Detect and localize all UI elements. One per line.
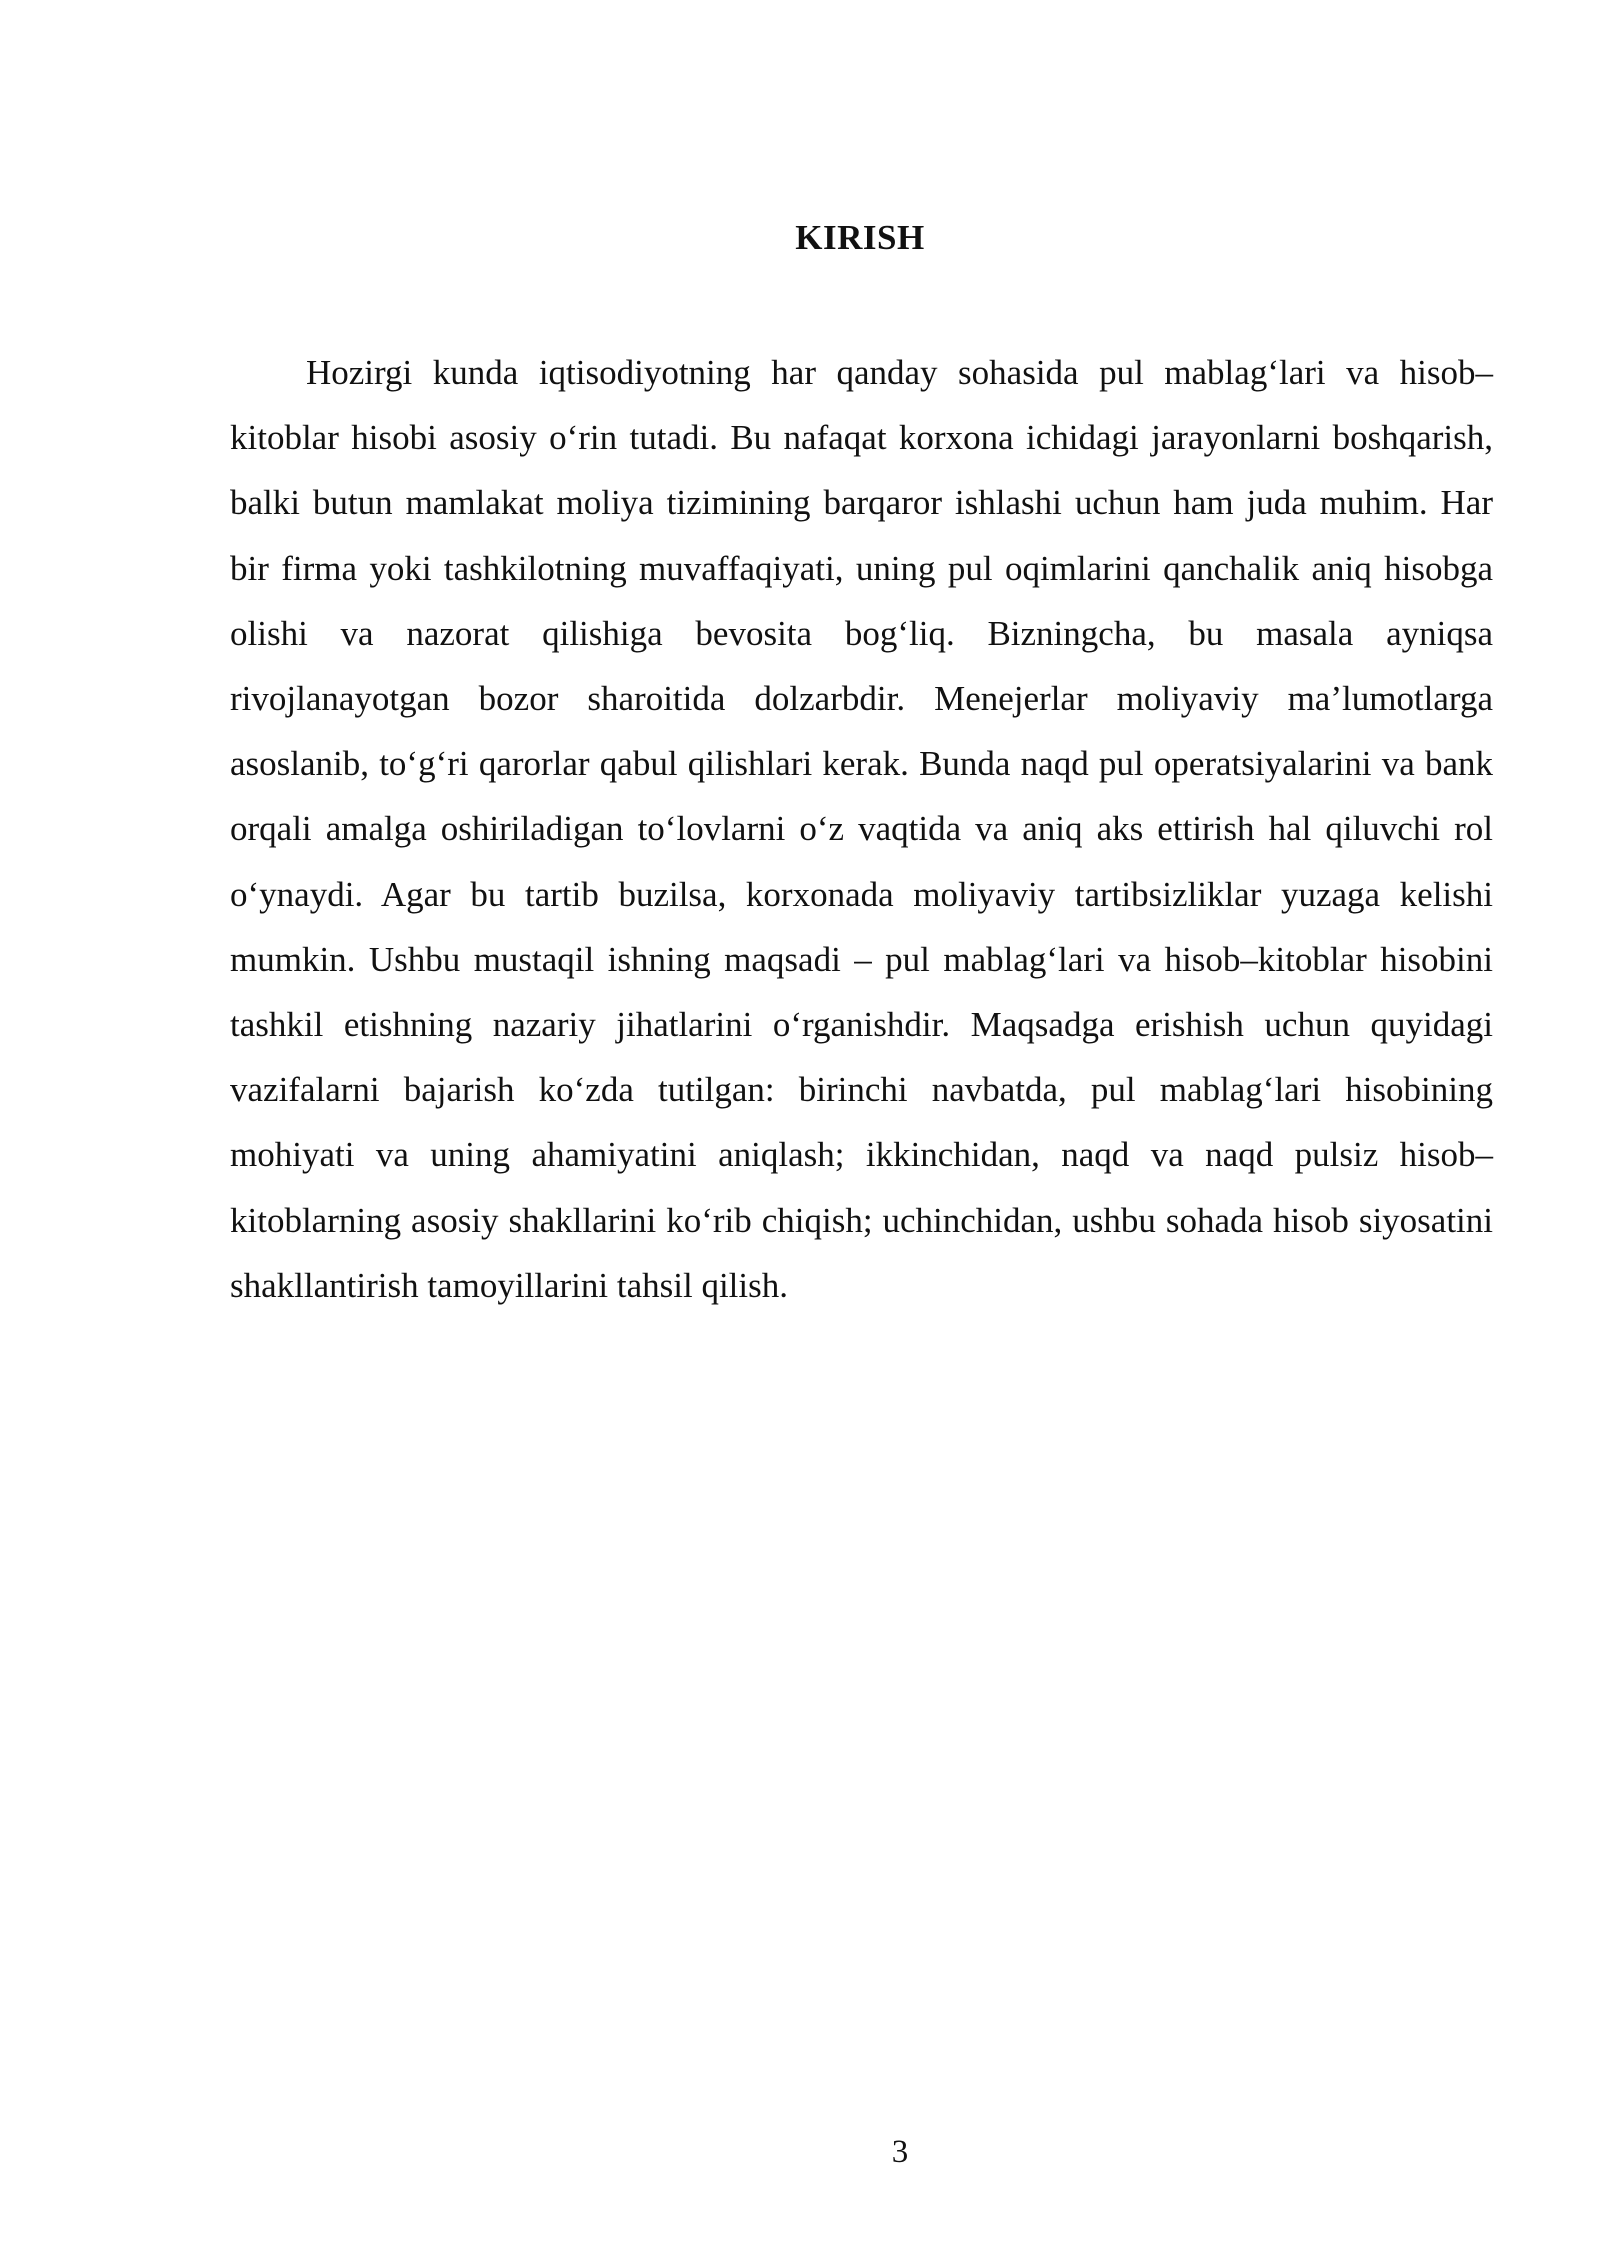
body-paragraph: Hozirgi kunda iqtisodiyotning har qanday sohasida pul mablag‘lari va hisob–kitoblar hisobi asosiy o‘rin tutadi. Bu nafaqat korxona ichidagi jarayonlarni boshqarish, balki butun mamlakat moliya tizimining barqaror ishlashi uchun ham juda muhim. Har bir firma yoki tashkilotning muvaffaqiyati, uning pul oqimlarini qanchalik aniq hisobga olishi va nazorat qilishiga bevosita bog‘liq. Bizningcha, bu masala ayniqsa rivojlanayotgan bozor sharoitida dolzarbdir. Menejerlar moliyaviy ma’lumotlarga asoslanib, to‘g‘ri qarorlar qabul qilishlari kerak. Bunda naqd pul operatsiyalarini va bank orqali amalga oshiriladigan to‘lovlarni o‘z vaqtida va aniq aks ettirish hal qiluvchi rol o‘ynaydi. Agar bu tartib buzilsa, korxonada moliyaviy tartibsizliklar yuzaga kelishi mumkin. Ushbu mustaqil ishning maqsadi – pul mablag‘lari va hisob–kitoblar hisobini tashkil etishning nazariy jihatlarini o‘rganishdir. Maqsadga erishish uchun quyidagi vazifalarni bajarish ko‘zda tutilgan: birinchi navbatda, pul mablag‘lari hisobining mohiyati va uning ahamiyatini aniqlash; ikkinchidan, naqd va naqd pulsiz hisob–kitoblarning asosiy shakllarini ko‘rib chiqish; uchinchidan, ushbu sohada hisob siyosatini shakllantirish tamoyillarini tahsil qilish. <box>230 353 1493 1305</box>
section-heading: KIRISH <box>795 218 925 257</box>
page-number: 3 <box>891 2134 909 2170</box>
